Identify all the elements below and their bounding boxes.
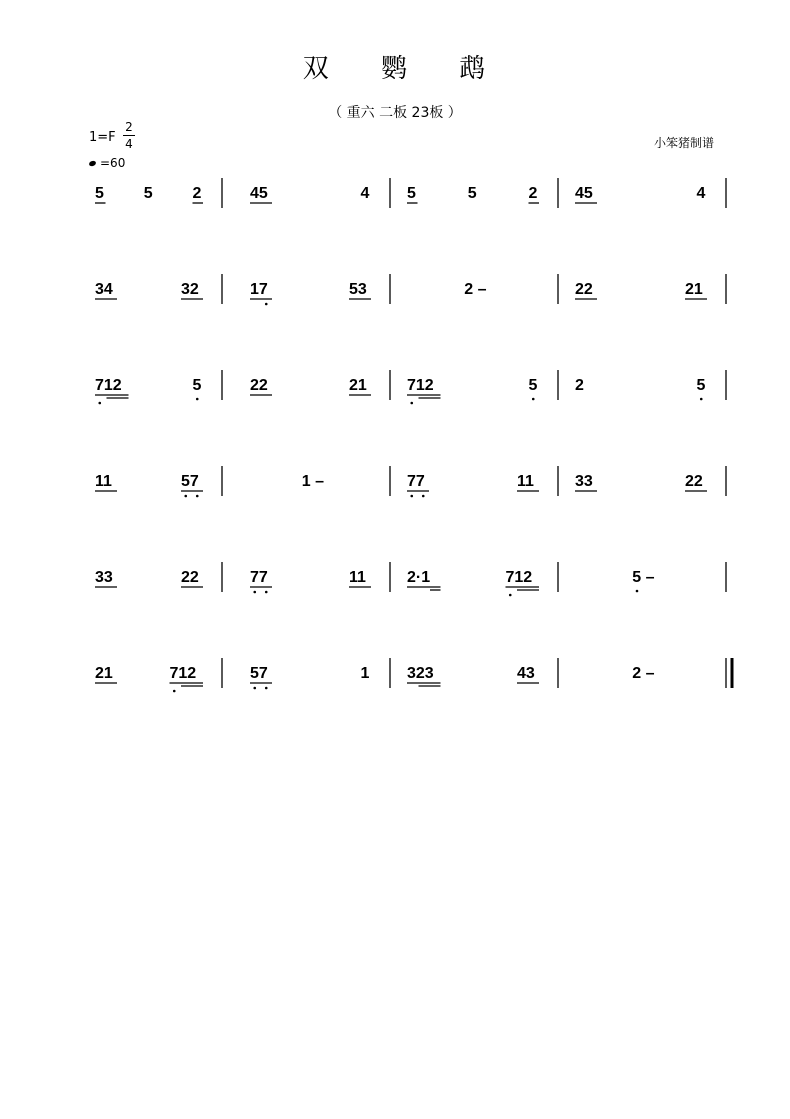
- octave-dot: [196, 398, 199, 401]
- note-group: 5: [407, 185, 416, 202]
- score-subtitle: （ 重六 二板 23板 ）: [328, 105, 462, 121]
- octave-dot: [410, 402, 413, 405]
- note-group: 45: [575, 185, 593, 202]
- note-group: 17: [250, 281, 268, 298]
- title-char-2: 鹦: [380, 54, 409, 84]
- note-group: 712: [169, 665, 197, 682]
- note-group: 5: [143, 185, 153, 202]
- note-group: 2 –: [464, 281, 487, 298]
- octave-dot: [253, 687, 256, 690]
- note-group: 5: [696, 377, 706, 394]
- note-group: 22: [250, 377, 268, 394]
- note-group: 45: [250, 185, 268, 202]
- note-group: 22: [575, 281, 593, 298]
- octave-dot: [636, 590, 639, 593]
- octave-dot: [422, 495, 425, 498]
- title-char-3: 鹉: [459, 54, 488, 84]
- note-group: 77: [250, 569, 268, 586]
- note-group: 57: [250, 665, 268, 682]
- note-group: 21: [349, 377, 367, 394]
- key-signature: 1=F: [89, 130, 116, 145]
- score-author: 小笨猪制谱: [654, 136, 715, 150]
- note-group: 712: [505, 569, 533, 586]
- note-group: 34: [95, 281, 113, 298]
- octave-dot: [700, 398, 703, 401]
- note-group: 32: [181, 281, 199, 298]
- note-group: 2: [528, 185, 538, 202]
- note-group: 57: [181, 473, 199, 490]
- note-group: 22: [685, 473, 703, 490]
- note-group: 1 –: [301, 473, 324, 490]
- octave-dot: [184, 495, 187, 498]
- note-group: 2·1: [407, 569, 431, 586]
- note-group: 2: [192, 185, 202, 202]
- octave-dot: [173, 690, 176, 693]
- note-group: 5: [95, 185, 104, 202]
- octave-dot: [265, 591, 268, 594]
- note-group: 11: [517, 473, 534, 490]
- note-group: 21: [95, 665, 113, 682]
- note-group: 2: [575, 377, 584, 394]
- note-group: 22: [181, 569, 199, 586]
- note-group: 2 –: [632, 665, 655, 682]
- note-group: 43: [517, 665, 535, 682]
- note-group: 712: [407, 377, 434, 394]
- note-group: 5: [528, 377, 538, 394]
- time-signature-top: 2: [125, 120, 133, 134]
- note-group: 21: [685, 281, 703, 298]
- note-group: 33: [575, 473, 593, 490]
- time-signature-bottom: 4: [125, 137, 133, 151]
- note-group: 5: [192, 377, 202, 394]
- note-group: 53: [349, 281, 367, 298]
- octave-dot: [265, 303, 268, 306]
- octave-dot: [532, 398, 535, 401]
- note-group: 77: [407, 473, 425, 490]
- note-group: 5: [467, 185, 477, 202]
- note-group: 712: [95, 377, 122, 394]
- octave-dot: [265, 687, 268, 690]
- note-group: 4: [696, 185, 706, 202]
- octave-dot: [196, 495, 199, 498]
- note-group: 11: [349, 569, 366, 586]
- octave-dot: [509, 594, 512, 597]
- octave-dot: [98, 402, 101, 405]
- note-group: 5 –: [632, 569, 655, 586]
- note-group: 323: [407, 665, 434, 682]
- octave-dot: [410, 495, 413, 498]
- title-char-1: 双: [302, 54, 331, 84]
- tempo-value: =60: [100, 156, 126, 170]
- octave-dot: [253, 591, 256, 594]
- note-group: 11: [95, 473, 112, 490]
- note-group: 1: [360, 665, 370, 682]
- note-group: 33: [95, 569, 113, 586]
- note-group: 4: [360, 185, 370, 202]
